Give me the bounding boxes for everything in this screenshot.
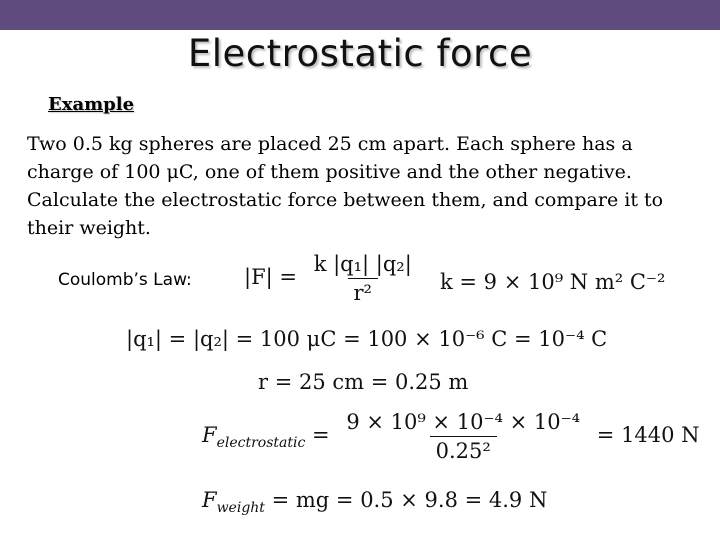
electrostatic-force-equation: [202, 410, 700, 463]
coulomb-formula-lhs: |F| =: [244, 265, 297, 289]
top-accent-bar: [0, 0, 720, 30]
weight-equation: [202, 488, 547, 516]
coulomb-fraction: [308, 252, 418, 305]
equals-sign: =: [312, 423, 330, 447]
coulomb-denominator: r²: [348, 278, 378, 305]
k-constant-equation: k = 9 × 10⁹ N m² C⁻²: [440, 270, 666, 294]
slide-title: Electrostatic force: [187, 32, 533, 75]
electrostatic-fraction: [340, 410, 586, 463]
example-heading: Example: [48, 94, 135, 115]
electrostatic-result: = 1440 N: [596, 423, 700, 447]
coulomb-law-label: Coulomb’s Law:: [58, 270, 192, 290]
distance-equation: r = 25 cm = 0.25 m: [258, 370, 469, 394]
charge-equation: |q₁| = |q₂| = 100 μC = 100 × 10⁻⁶ C = 10⁻⁴ C: [126, 327, 608, 351]
electrostatic-denominator: 0.25²: [430, 436, 497, 463]
electrostatic-subscript: electrostatic: [216, 435, 306, 452]
coulomb-numerator: k |q₁| |q₂|: [313, 252, 412, 276]
weight-force-symbol: F: [202, 488, 217, 512]
coulomb-formula: [244, 252, 422, 305]
weight-rhs: = mg = 0.5 × 9.8 = 4.9 N: [271, 488, 548, 512]
electrostatic-force-symbol: F: [202, 423, 217, 447]
problem-statement: Two 0.5 kg spheres are placed 25 cm apart. Each sphere has a charge of 100 μC, one of them positive and the other negative. Calculate the electrostatic force between them, and compare it to their weight.: [27, 133, 664, 239]
electrostatic-numerator: 9 × 10⁹ × 10⁻⁴ × 10⁻⁴: [346, 410, 581, 434]
weight-subscript: weight: [216, 500, 265, 517]
